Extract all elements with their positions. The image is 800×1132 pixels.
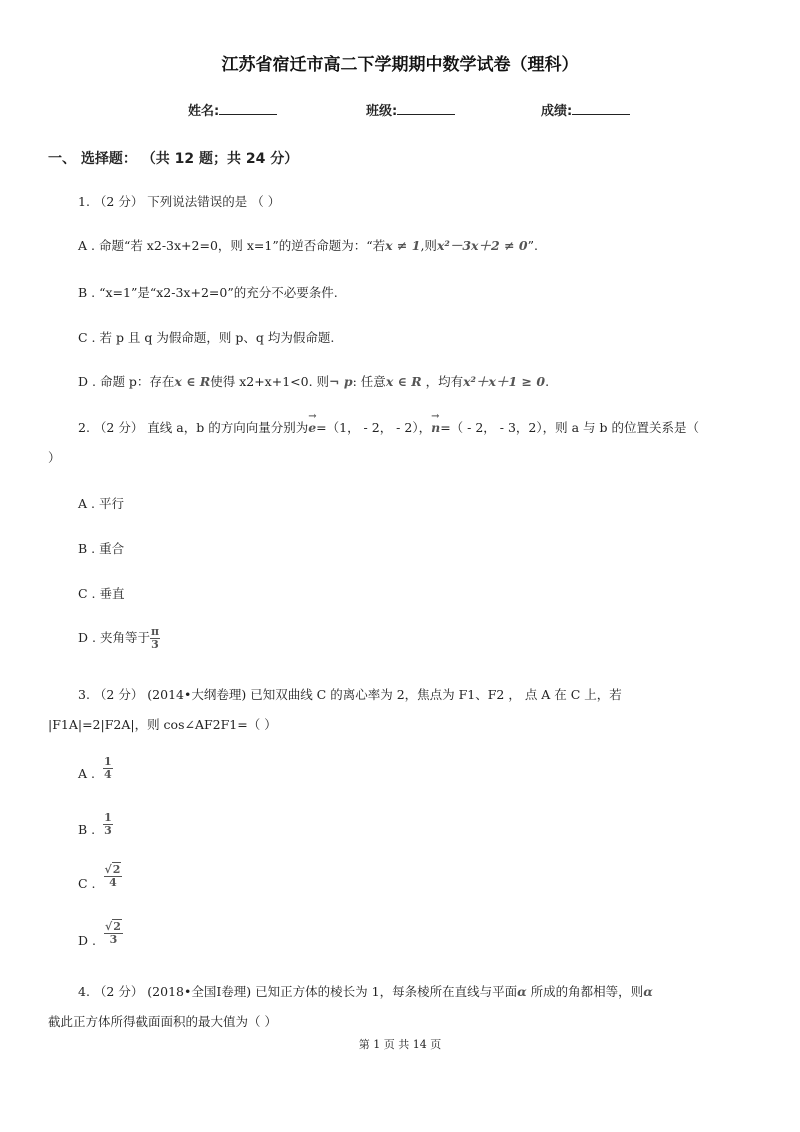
q2-vector-e: → e [308,411,317,435]
q1-stem: 1. （2 分） 下列说法错误的是 （ ） [78,194,281,209]
class-blank[interactable] [397,102,455,115]
q1-a-math-2: x²－3x＋2 ≠ 0 [436,238,528,253]
sqrt-icon: √2 [104,920,121,933]
q1-d-text: D . 命题 p：存在 [78,374,175,389]
q3-option-a [78,755,113,787]
score-label: 成绩: [541,104,573,119]
q3-option-b [78,811,113,843]
q1-a-math-1: x ≠ 1 [385,238,421,253]
name-blank[interactable] [219,102,277,115]
page-title: 江苏省宿迁市高二下学期期中数学试卷（理科） [221,55,579,75]
section-heading: 一、 选择题： （共 12 题；共 24 分） [48,151,299,167]
q4-stem [78,982,653,1000]
q3-d-fraction: $\frac{√2}{3}$ [104,920,121,946]
q2-option-d [78,626,160,651]
q1-d-math-4: x²＋x＋1 ≥ 0 [463,374,546,389]
name-label: 姓名: [188,104,220,119]
q4-stem-mid: 所成的角都相等，则 [526,984,644,999]
q1-d-math-2: ¬ p [329,374,353,389]
q4-stem-text: 4. （2 分） (2018•全国Ⅰ卷理) 已知正方体的棱长为 1，每条棱所在直线与平面 [78,984,518,999]
q4-alpha-2: α [643,984,653,999]
q1-a-text-post: ”. [527,238,538,253]
q1-a-text-mid: ,则 [420,238,437,253]
q2-stem-mid: =（1， - 2， - 2）， [316,420,432,435]
q3-a-label: A . [78,766,95,781]
name-field [188,100,277,119]
class-label: 班级: [366,104,398,119]
q3-b-label: B . [78,822,96,837]
sqrt-icon: √2 [104,863,121,876]
q1-d-text-mid1: 使得 x2+x+1<0. 则 [210,374,330,389]
score-field [541,100,630,119]
q3-c-label: C . [78,876,96,891]
score-blank[interactable] [572,102,630,115]
q3-option-c [78,863,122,897]
q2-stem-text: 2. （2 分） 直线 a，b 的方向向量分别为 [78,420,309,435]
q1-d-math-1: x ∈ R [174,374,211,389]
q3-b-fraction: $\frac{1}{3}$ [104,811,112,837]
q2-d-text: D . 夹角等于 [78,630,150,645]
q4-stem-cont: 截此正方体所得截面面积的最大值为（ ） [48,1014,277,1029]
q2-stem-post: =（ - 2， - 3，2），则 a 与 b 的位置关系是（ [440,420,699,435]
q2-option-a: A . 平行 [78,496,124,511]
q1-d-text-mid3: ，均有 [421,374,464,389]
q1-option-d [78,372,549,390]
q1-option-c: C . 若 p 且 q 为假命题，则 p、q 均为假命题. [78,330,335,345]
q2-option-b: B . 重合 [78,541,125,556]
q2-stem [78,411,699,436]
page-footer: 第 1 页 共 14 页 [358,1038,442,1051]
q1-option-b: B . “x=1”是“x2-3x+2=0”的充分不必要条件. [78,285,338,300]
q1-a-text: A . 命题“若 x2-3x+2=0，则 x=1”的逆否命题为：“若 [78,238,386,253]
q4-alpha-1: α [517,984,527,999]
q3-a-fraction: $\frac{1}{4}$ [103,755,112,781]
q3-c-fraction: $\frac{√2}{4}$ [104,863,121,889]
q2-option-c: C . 垂直 [78,586,125,601]
q2-stem-cont: ） [48,450,61,465]
q1-d-text-mid2: : 任意 [352,374,386,389]
q3-option-d [78,920,123,954]
q1-d-math-3: x ∈ R [385,374,422,389]
class-field [366,100,455,119]
q3-stem: 3. （2 分） (2014•大纲卷理) 已知双曲线 C 的离心率为 2，焦点为 F1、F2 ， 点 A 在 C 上，若 [78,687,622,702]
q3-d-label: D . [78,933,96,948]
q2-vector-n: → n [431,411,441,435]
q1-option-a [78,236,538,254]
q1-d-text-post: . [545,374,550,389]
q3-stem-cont: |F1A|=2|F2A|，则 cos∠AF2F1=（ ） [48,717,277,732]
q2-d-fraction: $\frac{\pi}{3}$ [150,625,160,651]
